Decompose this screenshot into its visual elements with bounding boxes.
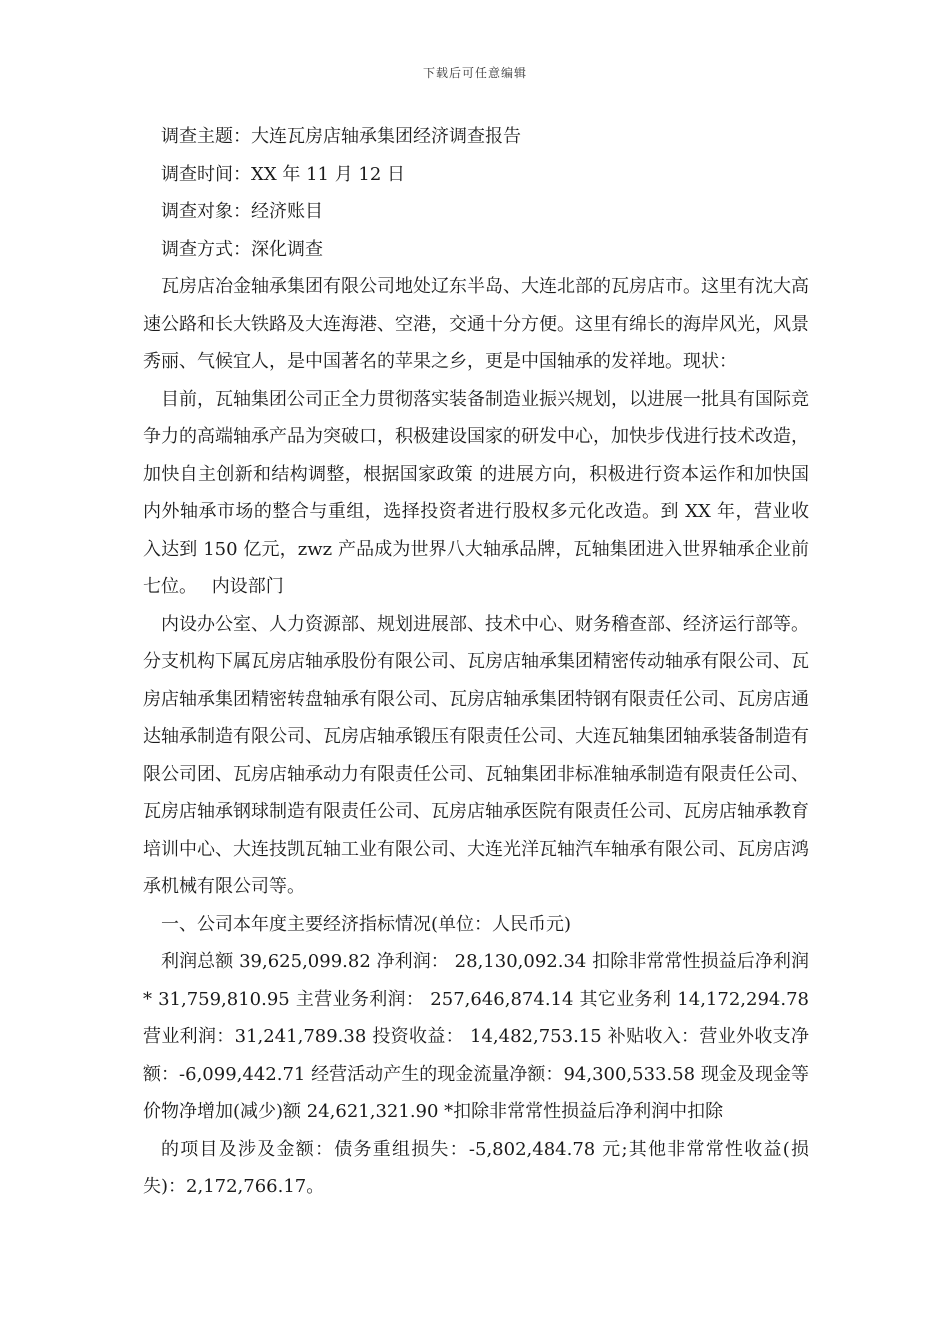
status-paragraph: 目前，瓦轴集团公司正全力贯彻落实装备制造业振兴规划，以进展一批具有国际竞争力的高端轴承产品为突破口，积极建设国家的研发中心，加快步伐进行技术改造，加快自主创新和结构调整，根据国家政策 的进展方向，积极进行资本运作和加快国内外轴承市场的整合与重组，选择投资者进行股权多元化改造。到 XX 年，营业收入达到 150 亿元，zwz 产品成为世界八大轴承品牌，瓦轴集团进入世界轴承企业前七位。 内设部门 xyxy=(143,388,809,597)
intro-paragraph: 瓦房店冶金轴承集团有限公司地处辽东半岛、大连北部的瓦房店市。这里有沈大高速公路和长大铁路及大连海港、空港，交通十分方便。这里有绵长的海岸风光，风景秀丽、气候宜人，是中国著名的苹果之乡，更是中国轴承的发祥地。现状： xyxy=(143,276,809,372)
survey-method: 调查方式：深化调查 xyxy=(161,238,323,260)
indicators-paragraph: 利润总额 39,625,099.82 净利润： 28,130,092.34 扣除非常常性损益后净利润* 31,759,810.95 主营业务利润： 257,646,874.14 其它业务利 14,172,294.78 营业利润：31,241,789.38 投资收益： 14,482,753.15 补贴收入：营业外收支净额：-6,099,442.71 经营活动产生的现金流量净额：94,300,533.58 现金及现金等价物净增加(减少)额 24,621,321.90 *扣除非常常性损益后净利润中扣除 xyxy=(143,951,809,1122)
nonrecurring-paragraph: 的项目及涉及金额：债务重组损失：-5,802,484.78 元;其他非常常性收益(损失)：2,172,766.17。 xyxy=(143,1138,809,1197)
document-body xyxy=(143,118,809,1206)
survey-object: 调查对象：经济账目 xyxy=(161,201,323,222)
section-title-indicators: 一、公司本年度主要经济指标情况(单位：人民币元) xyxy=(161,913,572,935)
survey-topic: 调查主题：大连瓦房店轴承集团经济调查报告 xyxy=(161,126,521,147)
departments-paragraph: 内设办公室、人力资源部、规划进展部、技术中心、财务稽查部、经济运行部等。 分支机构下属瓦房店轴承股份有限公司、瓦房店轴承集团精密传动轴承有限公司、瓦房店轴承集团精密转盘轴承有限公司、瓦房店轴承集团特钢有限责任公司、瓦房店通达轴承制造有限公司、瓦房店轴承锻压有限责任公司、大连瓦轴集团轴承装备制造有限公司团、瓦房店轴承动力有限责任公司、瓦轴集团非标准轴承制造有限责任公司、瓦房店轴承钢球制造有限责任公司、瓦房店轴承医院有限责任公司、瓦房店轴承教育培训中心、大连技凯瓦轴工业有限公司、大连光洋瓦轴汽车轴承有限公司、瓦房店鸿承机械有限公司等。 xyxy=(143,613,809,897)
header-note: 下载后可任意编辑 xyxy=(422,66,527,80)
survey-time: 调查时间：XX 年 11 月 12 日 xyxy=(161,163,406,185)
